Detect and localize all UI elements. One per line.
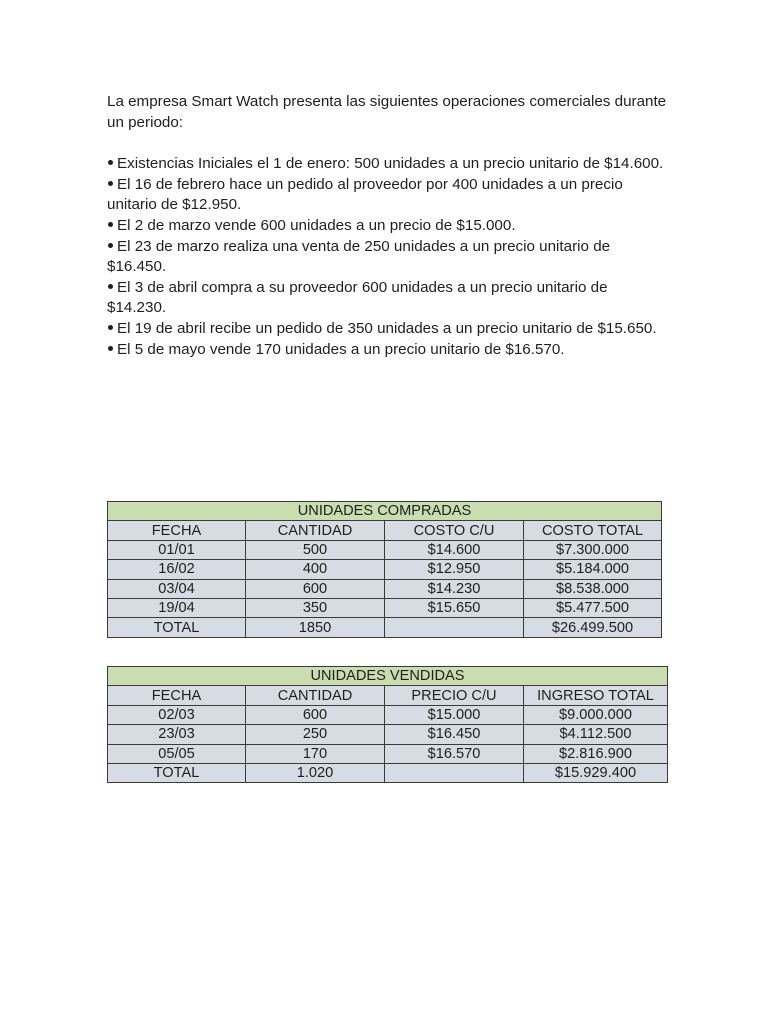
document-body [107,92,667,360]
table-cell: 19/04 [108,598,246,617]
table-cell: 170 [246,744,385,763]
operation-item: El 23 de marzo realiza una venta de 250 unidades a un precio unitario de $16.450. [107,237,611,276]
purchases-table-title: UNIDADES COMPRADAS [108,502,662,521]
bullet-icon [108,222,113,227]
bullet-icon [108,243,113,248]
table-row [108,744,668,763]
bullet-icon [108,346,113,351]
operation-item: El 19 de abril recibe un pedido de 350 unidades a un precio unitario de $15.650. [107,319,667,340]
operation-item: El 16 de febrero hace un pedido al proveedor por 400 unidades a un precio unitario de $12.950. [107,175,623,214]
column-header: CANTIDAD [246,521,385,540]
column-header: COSTO C/U [385,521,524,540]
table-row [108,725,668,744]
table-cell: $16.570 [385,744,524,763]
purchases-table-title-row [108,502,662,521]
bullet-icon [108,181,113,186]
table-cell: 500 [246,540,385,559]
bullet-icon [108,284,113,289]
sales-table [107,666,668,783]
operation-item: Existencias Iniciales el 1 de enero: 500 unidades a un precio unitario de $14.600. [107,154,667,175]
table-cell: $15.000 [385,705,524,724]
table-cell: 1.020 [246,763,385,782]
table-cell [385,618,524,637]
table-cell: $4.112.500 [524,725,668,744]
table-cell: $5.184.000 [524,560,662,579]
table-cell: 01/01 [108,540,246,559]
table-cell: 350 [246,598,385,617]
purchases-table-header-row [108,521,662,540]
total-row [108,763,668,782]
sales-table-title-row [108,667,668,686]
bullet-icon [108,325,113,330]
column-header: PRECIO C/U [385,686,524,705]
table-cell: $5.477.500 [524,598,662,617]
table-cell: $15.929.400 [524,763,668,782]
column-header: FECHA [108,521,246,540]
table-cell: 23/03 [108,725,246,744]
table-row [108,560,662,579]
total-row [108,618,662,637]
table-cell: $15.650 [385,598,524,617]
table-cell: 05/05 [108,744,246,763]
table-cell [385,763,524,782]
table-cell: $2.816.900 [524,744,668,763]
table-cell: TOTAL [108,618,246,637]
operation-item: El 2 de marzo vende 600 unidades a un precio de $15.000. [107,216,667,237]
operations-list [107,154,667,360]
table-cell: $14.600 [385,540,524,559]
table-cell: 1850 [246,618,385,637]
table-row [108,705,668,724]
table-cell: $16.450 [385,725,524,744]
table-cell: 600 [246,579,385,598]
table-cell: 02/03 [108,705,246,724]
table-cell: $9.000.000 [524,705,668,724]
table-cell: 600 [246,705,385,724]
column-header: COSTO TOTAL [524,521,662,540]
table-cell: 03/04 [108,579,246,598]
operation-item: El 5 de mayo vende 170 unidades a un precio unitario de $16.570. [107,340,667,361]
table-row [108,540,662,559]
sales-table-title: UNIDADES VENDIDAS [108,667,668,686]
column-header: INGRESO TOTAL [524,686,668,705]
table-cell: $7.300.000 [524,540,662,559]
table-cell: $12.950 [385,560,524,579]
bullet-icon [108,160,113,165]
table-row [108,598,662,617]
operation-item: El 3 de abril compra a su proveedor 600 unidades a un precio unitario de $14.230. [107,278,608,317]
table-row [108,579,662,598]
sales-table-header-row [108,686,668,705]
table-cell: 400 [246,560,385,579]
column-header: FECHA [108,686,246,705]
table-cell: $8.538.000 [524,579,662,598]
intro-paragraph: La empresa Smart Watch presenta las siguientes operaciones comerciales durante un periodo: [107,93,667,131]
table-cell: $14.230 [385,579,524,598]
column-header: CANTIDAD [246,686,385,705]
table-cell: $26.499.500 [524,618,662,637]
purchases-table [107,501,662,638]
table-cell: TOTAL [108,763,246,782]
table-cell: 16/02 [108,560,246,579]
table-cell: 250 [246,725,385,744]
